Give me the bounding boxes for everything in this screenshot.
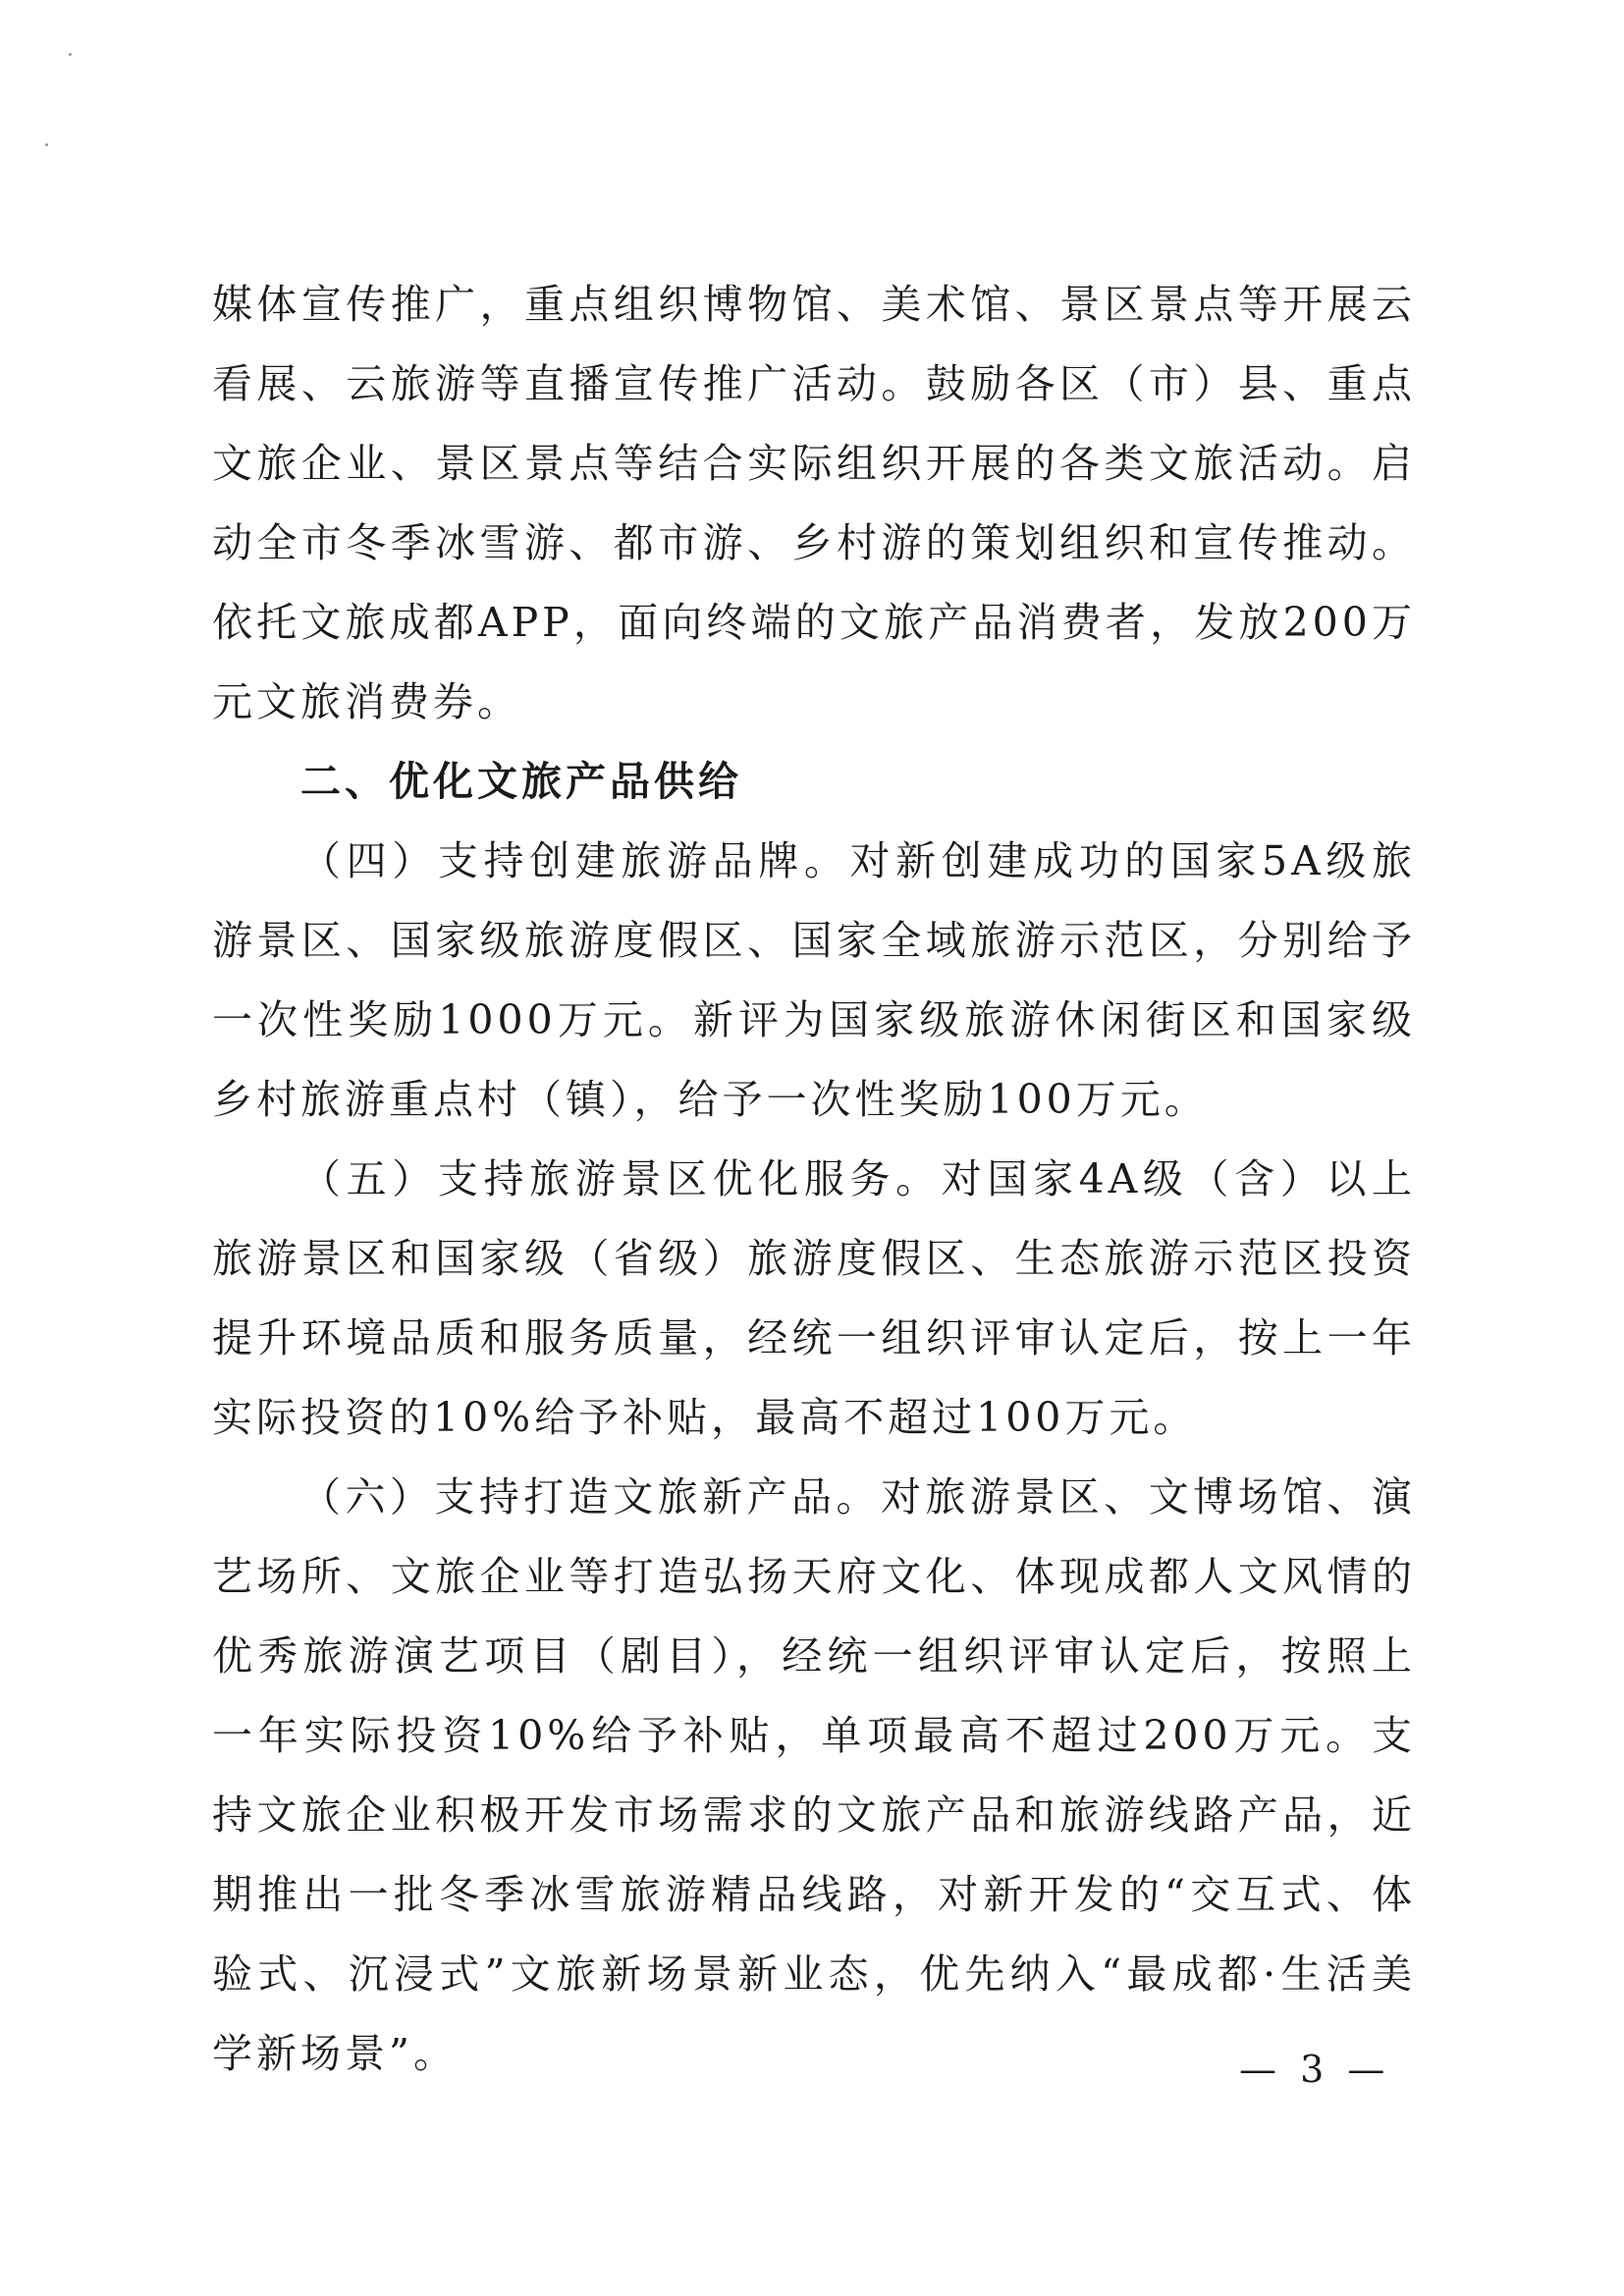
scan-speck [45, 143, 48, 146]
paragraph-item-6: （六）支持打造文旅新产品。对旅游景区、文博场馆、演艺场所、文旅企业等打造弘扬天府文化、体现成都人文风情的优秀旅游演艺项目（剧目），经统一组织评审认定后，按照上一年实际投资10%给予补贴，单项最高不超过200万元。支持文旅企业积极开发市场需求的文旅产品和旅游线路产品，近期推出一批冬季冰雪旅游精品线路，对新开发的“交互式、体验式、沉浸式”文旅新场景新业态，优先纳入“最成都·生活美学新场景”。 [212, 1473, 1416, 2077]
document-body [212, 265, 1416, 2094]
section-heading: 二、优化文旅产品供给 [300, 758, 742, 805]
page-number: — 3 — [1239, 2048, 1391, 2091]
paragraph-item-5: （五）支持旅游景区优化服务。对国家4A级（含）以上旅游景区和国家级（省级）旅游度假区、生态旅游示范区投资提升环境品质和服务质量，经统一组织评审认定后，按上一年实际投资的10%给予补贴，最高不超过100万元。 [212, 1155, 1416, 1441]
scan-speck [69, 53, 72, 56]
paragraph-item-4: （四）支持创建旅游品牌。对新创建成功的国家5A级旅游景区、国家级旅游度假区、国家全域旅游示范区，分别给予一次性奖励1000万元。新评为国家级旅游休闲街区和国家级乡村旅游重点村（镇），给予一次性奖励100万元。 [212, 837, 1416, 1123]
paragraph-continued: 媒体宣传推广，重点组织博物馆、美术馆、景区景点等开展云看展、云旅游等直播宣传推广活动。鼓励各区（市）县、重点文旅企业、景区景点等结合实际组织开展的各类文旅活动。启动全市冬季冰雪游、都市游、乡村游的策划组织和宣传推动。依托文旅成都APP，面向终端的文旅产品消费者，发放200万元文旅消费券。 [212, 281, 1416, 725]
